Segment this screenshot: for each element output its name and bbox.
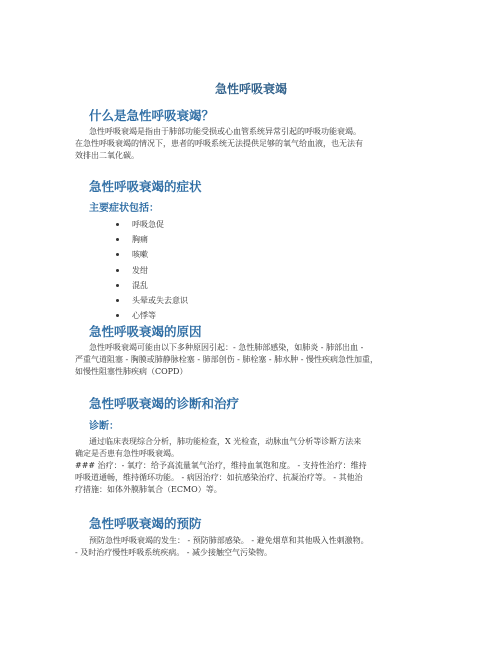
heading-causes: 急性呼吸衰竭的原因: [89, 324, 202, 339]
bullet-icon: [116, 238, 119, 241]
bullet-icon: [116, 253, 119, 256]
symptom-text: 混乱: [132, 280, 148, 290]
symptom-text: 胸痛: [132, 235, 148, 245]
document-title: 急性呼吸衰竭: [214, 82, 287, 96]
symptom-text: 发绀: [132, 265, 148, 275]
subheading-main-symptoms: 主要症状包括：: [89, 203, 159, 214]
definition-line: 效排出二氧化碳。: [75, 151, 139, 160]
list-item: [100, 293, 188, 308]
diagnosis-line: 确定是否患有急性呼吸衰竭。: [75, 449, 179, 458]
subheading-diagnosis: 诊断：: [89, 421, 119, 432]
bullet-icon: [116, 314, 119, 317]
causes-line: 急性呼吸衰竭可能由以下多种原因引起：- 急性肺部感染，如肺炎 - 肺部出血 -: [89, 343, 364, 352]
treatment-line: 疗措施：如体外膜肺氧合（ECMO）等。: [75, 485, 222, 494]
symptom-text: 头晕或失去意识: [132, 296, 188, 306]
prevention-line: 预防急性呼吸衰竭的发生： - 预防肺部感染。 - 避免烟草和其他吸入性刺激物。: [89, 536, 369, 545]
heading-diagnosis-treatment: 急性呼吸衰竭的诊断和治疗: [89, 396, 240, 411]
list-item: [100, 232, 188, 247]
list-item: [100, 263, 188, 278]
paragraph-diagnosis: [75, 436, 437, 496]
heading-symptoms: 急性呼吸衰竭的症状: [89, 179, 202, 194]
list-item: [100, 278, 188, 293]
definition-line: 急性呼吸衰竭是指由于肺部功能受损或心血管系统异常引起的呼吸功能衰竭。: [89, 127, 361, 136]
causes-line: 如慢性阻塞性肺疾病（COPD）: [75, 367, 188, 376]
treatment-line: ### 治疗：- 氧疗：给予高流量氧气治疗，维持血氧饱和度。 - 支持性治疗：维持: [75, 461, 367, 470]
causes-line: 严重气道阻塞 - 胸膜或肺静脉栓塞 - 肺部创伤 - 肺栓塞 - 肺水肿 - 慢性疾病急性加重，: [75, 355, 378, 364]
symptom-list: [100, 217, 188, 323]
bullet-icon: [116, 223, 119, 226]
symptom-text: 心悸等: [132, 311, 156, 321]
symptom-text: 咳嗽: [132, 250, 148, 260]
treatment-line: 呼吸道通畅，维持循环功能。 - 病因治疗：如抗感染治疗、抗凝治疗等。 - 其他治: [75, 473, 363, 482]
paragraph-definition: [75, 126, 437, 162]
heading-what-is: 什么是急性呼吸衰竭？: [89, 108, 215, 123]
bullet-icon: [116, 269, 119, 272]
diagnosis-line: 通过临床表现综合分析，肺功能检查，X 光检查，动脉血气分析等诊断方法来: [89, 437, 362, 446]
definition-line: 在急性呼吸衰竭的情况下，患者的呼吸系统无法提供足够的氧气给血液，也无法有: [75, 139, 363, 148]
symptom-text: 呼吸急促: [132, 220, 164, 229]
bullet-icon: [116, 284, 119, 287]
paragraph-prevention: [75, 535, 437, 559]
prevention-line: - 及时治疗慢性呼吸系统疾病。 - 减少接触空气污染物。: [75, 548, 273, 557]
heading-prevention: 急性呼吸衰竭的预防: [89, 516, 202, 531]
bullet-icon: [116, 299, 119, 302]
paragraph-causes: [75, 342, 437, 378]
list-item: [100, 247, 188, 262]
list-item: [100, 217, 188, 232]
